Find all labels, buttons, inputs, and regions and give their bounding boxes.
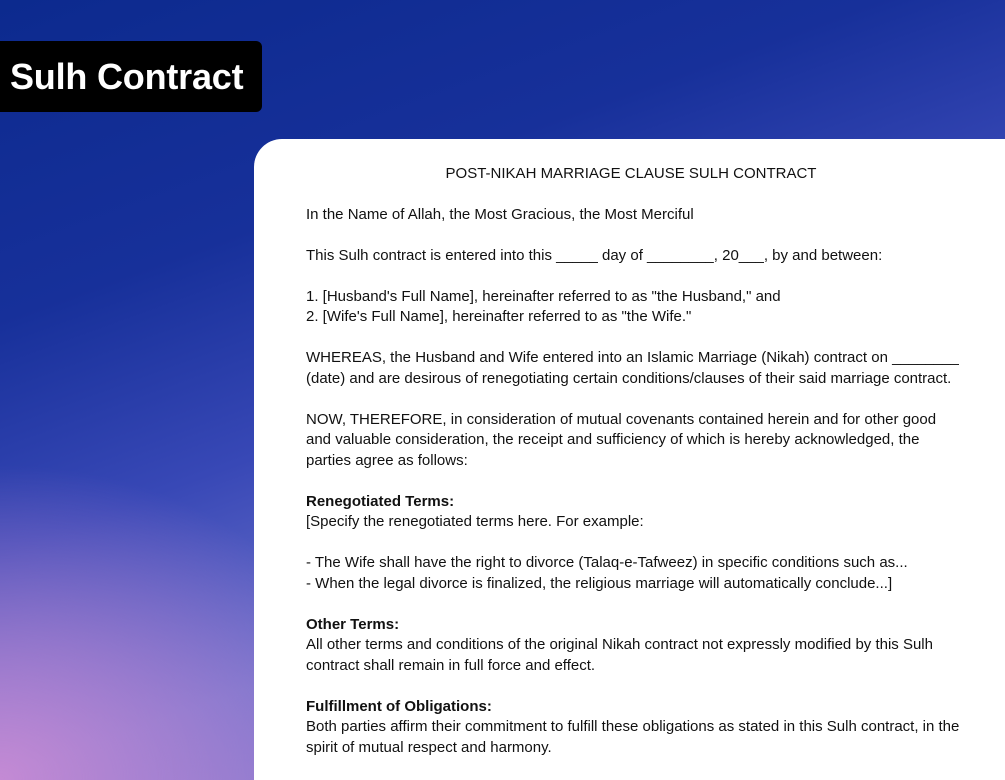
party-husband: 1. [Husband's Full Name], hereinafter referred to as "the Husband," and xyxy=(306,287,781,305)
intro-text: This Sulh contract is entered into this _____ day of ________, 20___, by and between: xyxy=(306,246,883,264)
document-title: POST-NIKAH MARRIAGE CLAUSE SULH CONTRACT xyxy=(445,165,817,182)
title-badge xyxy=(0,41,262,112)
other-terms-heading: Other Terms: xyxy=(306,615,400,633)
page-title: Sulh Contract xyxy=(10,55,244,97)
list-item: - When the legal divorce is finalized, the religious marriage will automatically conclude...] xyxy=(306,574,893,592)
fulfillment-section xyxy=(306,697,961,759)
renegotiated-terms-intro: [Specify the renegotiated terms here. For example: xyxy=(306,513,644,530)
other-terms-section xyxy=(306,615,961,677)
renegotiated-terms-section xyxy=(306,492,961,533)
party-wife: 2. [Wife's Full Name], hereinafter referred to as "the Wife." xyxy=(306,308,692,325)
fulfillment-body: Both parties affirm their commitment to fulfill these obligations as stated in this Sulh contract, in the spirit of mutual respect and harmony. xyxy=(306,718,960,756)
invocation-text: In the Name of Allah, the Most Gracious, the Most Merciful xyxy=(306,205,694,223)
therefore-clause: NOW, THEREFORE, in consideration of mutual covenants contained herein and for other good and valuable consideration, the receipt and sufficiency of which is hereby acknowledged, the parties agree as follows: xyxy=(306,410,937,469)
document-card xyxy=(254,139,1005,780)
fulfillment-heading: Fulfillment of Obligations: xyxy=(306,697,492,715)
parties-list xyxy=(306,287,961,328)
other-terms-body: All other terms and conditions of the original Nikah contract not expressly modified by this Sulh contract shall remain in full force and effect. xyxy=(306,636,933,674)
renegotiated-terms-heading: Renegotiated Terms: xyxy=(306,492,455,510)
whereas-clause: WHEREAS, the Husband and Wife entered into an Islamic Marriage (Nikah) contract on ________ (date) and are desirous of renegotiating certain conditions/clauses of their said marriage contract. xyxy=(306,349,959,387)
renegotiated-terms-list xyxy=(306,553,961,594)
list-item: - The Wife shall have the right to divorce (Talaq-e-Tafweez) in specific conditions such as... xyxy=(306,554,908,571)
